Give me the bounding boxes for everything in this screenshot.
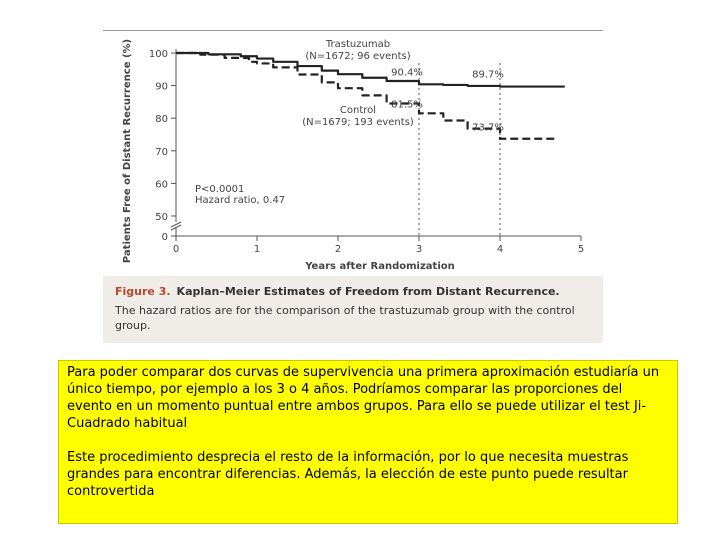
caption-body: The hazard ratios are for the comparison of the trastuzumab group with the control group. [115, 304, 575, 332]
series-count-label: (N=1679; 193 events) [302, 117, 414, 128]
y-tick-label: 50 [155, 212, 168, 223]
x-tick-label: 3 [415, 244, 423, 255]
y-axis-label-text: Patients Free of Distant Recurrence (%) [122, 38, 133, 264]
note-paragraph-1: Para poder comparar dos curvas de supervivencia una primera aproximación estudiaría un único tiempo, por ejemplo a los 3 o 4 años. Podríamos comparar las proporciones del evento en un momento puntual entre ambos grupos. Para ello se puede utilizar el test Ji-Cuadrado habitual [67, 365, 660, 431]
series-name-label: Trastuzumab [325, 39, 391, 50]
y-tick-label: 80 [155, 114, 168, 126]
stats-line: Hazard ratio, 0.47 [195, 195, 286, 206]
series-count-label: (N=1672; 96 events) [305, 51, 411, 62]
y-tick-label: 90 [155, 81, 168, 93]
stats-text [195, 184, 285, 206]
y-tick-label: 0 [161, 232, 168, 243]
series-name-label: Control [339, 105, 377, 116]
y-axis-label [122, 39, 133, 263]
percent-annotation: 73.7% [472, 122, 504, 134]
x-tick-label: 1 [253, 244, 261, 255]
caption-title-text: Kaplan–Meier Estimates of Freedom from Distant Recurrence. [176, 285, 560, 298]
figure-number: Figure 3. [115, 285, 171, 298]
percent-annotation: 81.5% [391, 99, 423, 111]
stats-line: P<0.0001 [195, 184, 245, 195]
x-tick-label: 2 [334, 244, 342, 255]
y-tick-label: 60 [155, 179, 168, 191]
chart-axes [149, 49, 584, 255]
x-tick-label: 0 [172, 244, 180, 255]
km-chart [103, 31, 603, 276]
series-labels [302, 39, 414, 128]
x-tick-label: 5 [577, 244, 585, 255]
percent-annotation: 89.7% [472, 69, 504, 81]
y-tick-label: 70 [155, 146, 168, 158]
explanation-note [58, 360, 678, 524]
percent-annotation: 90.4% [391, 67, 423, 79]
x-axis-label: Years after Randomization [305, 261, 455, 272]
x-tick-label: 4 [496, 244, 504, 255]
caption-title [115, 285, 560, 298]
note-paragraph-2: Este procedimiento desprecia el resto de la información, por lo que necesita muestras grandes para encontrar diferencias. Además, la elección de este punto puede resultar controvertida [67, 450, 629, 499]
reference-lines [419, 63, 500, 236]
figure-card [103, 30, 603, 343]
y-tick-label: 100 [148, 49, 168, 60]
figure-caption [103, 276, 603, 343]
